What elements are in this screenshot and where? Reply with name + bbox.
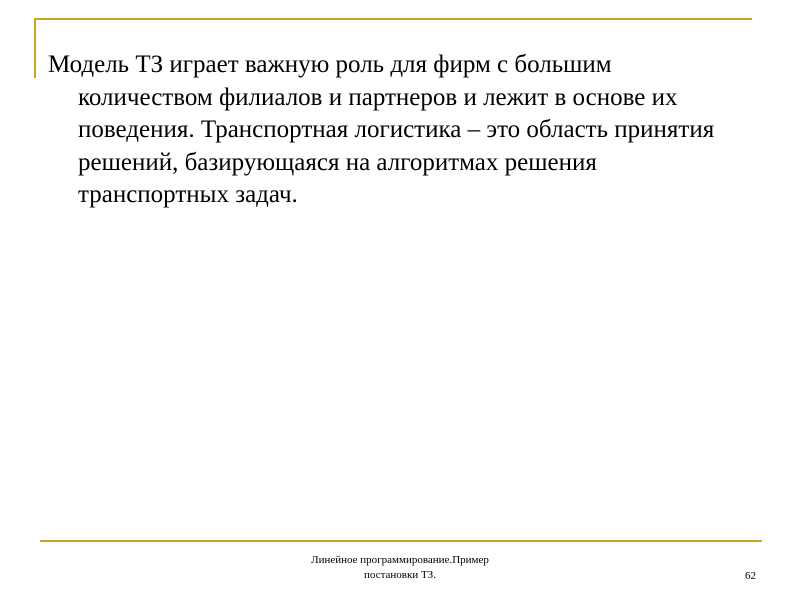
footer-title-line2: постановки ТЗ. <box>364 569 436 581</box>
left-rule <box>34 18 36 78</box>
top-rule <box>34 18 752 20</box>
page-number: 62 <box>745 570 756 582</box>
footer-title <box>250 553 550 583</box>
body-text: Модель ТЗ играет важную роль для фирм с большим количеством филиалов и партнеров и лежит в основе их поведения. Транспортная логистика – это область принятия решений, базирующаяся на алгоритмах решения транспортных задач. <box>48 51 715 209</box>
bottom-rule <box>40 540 762 542</box>
footer-title-line1: Линейное программирование.Пример <box>311 554 489 566</box>
